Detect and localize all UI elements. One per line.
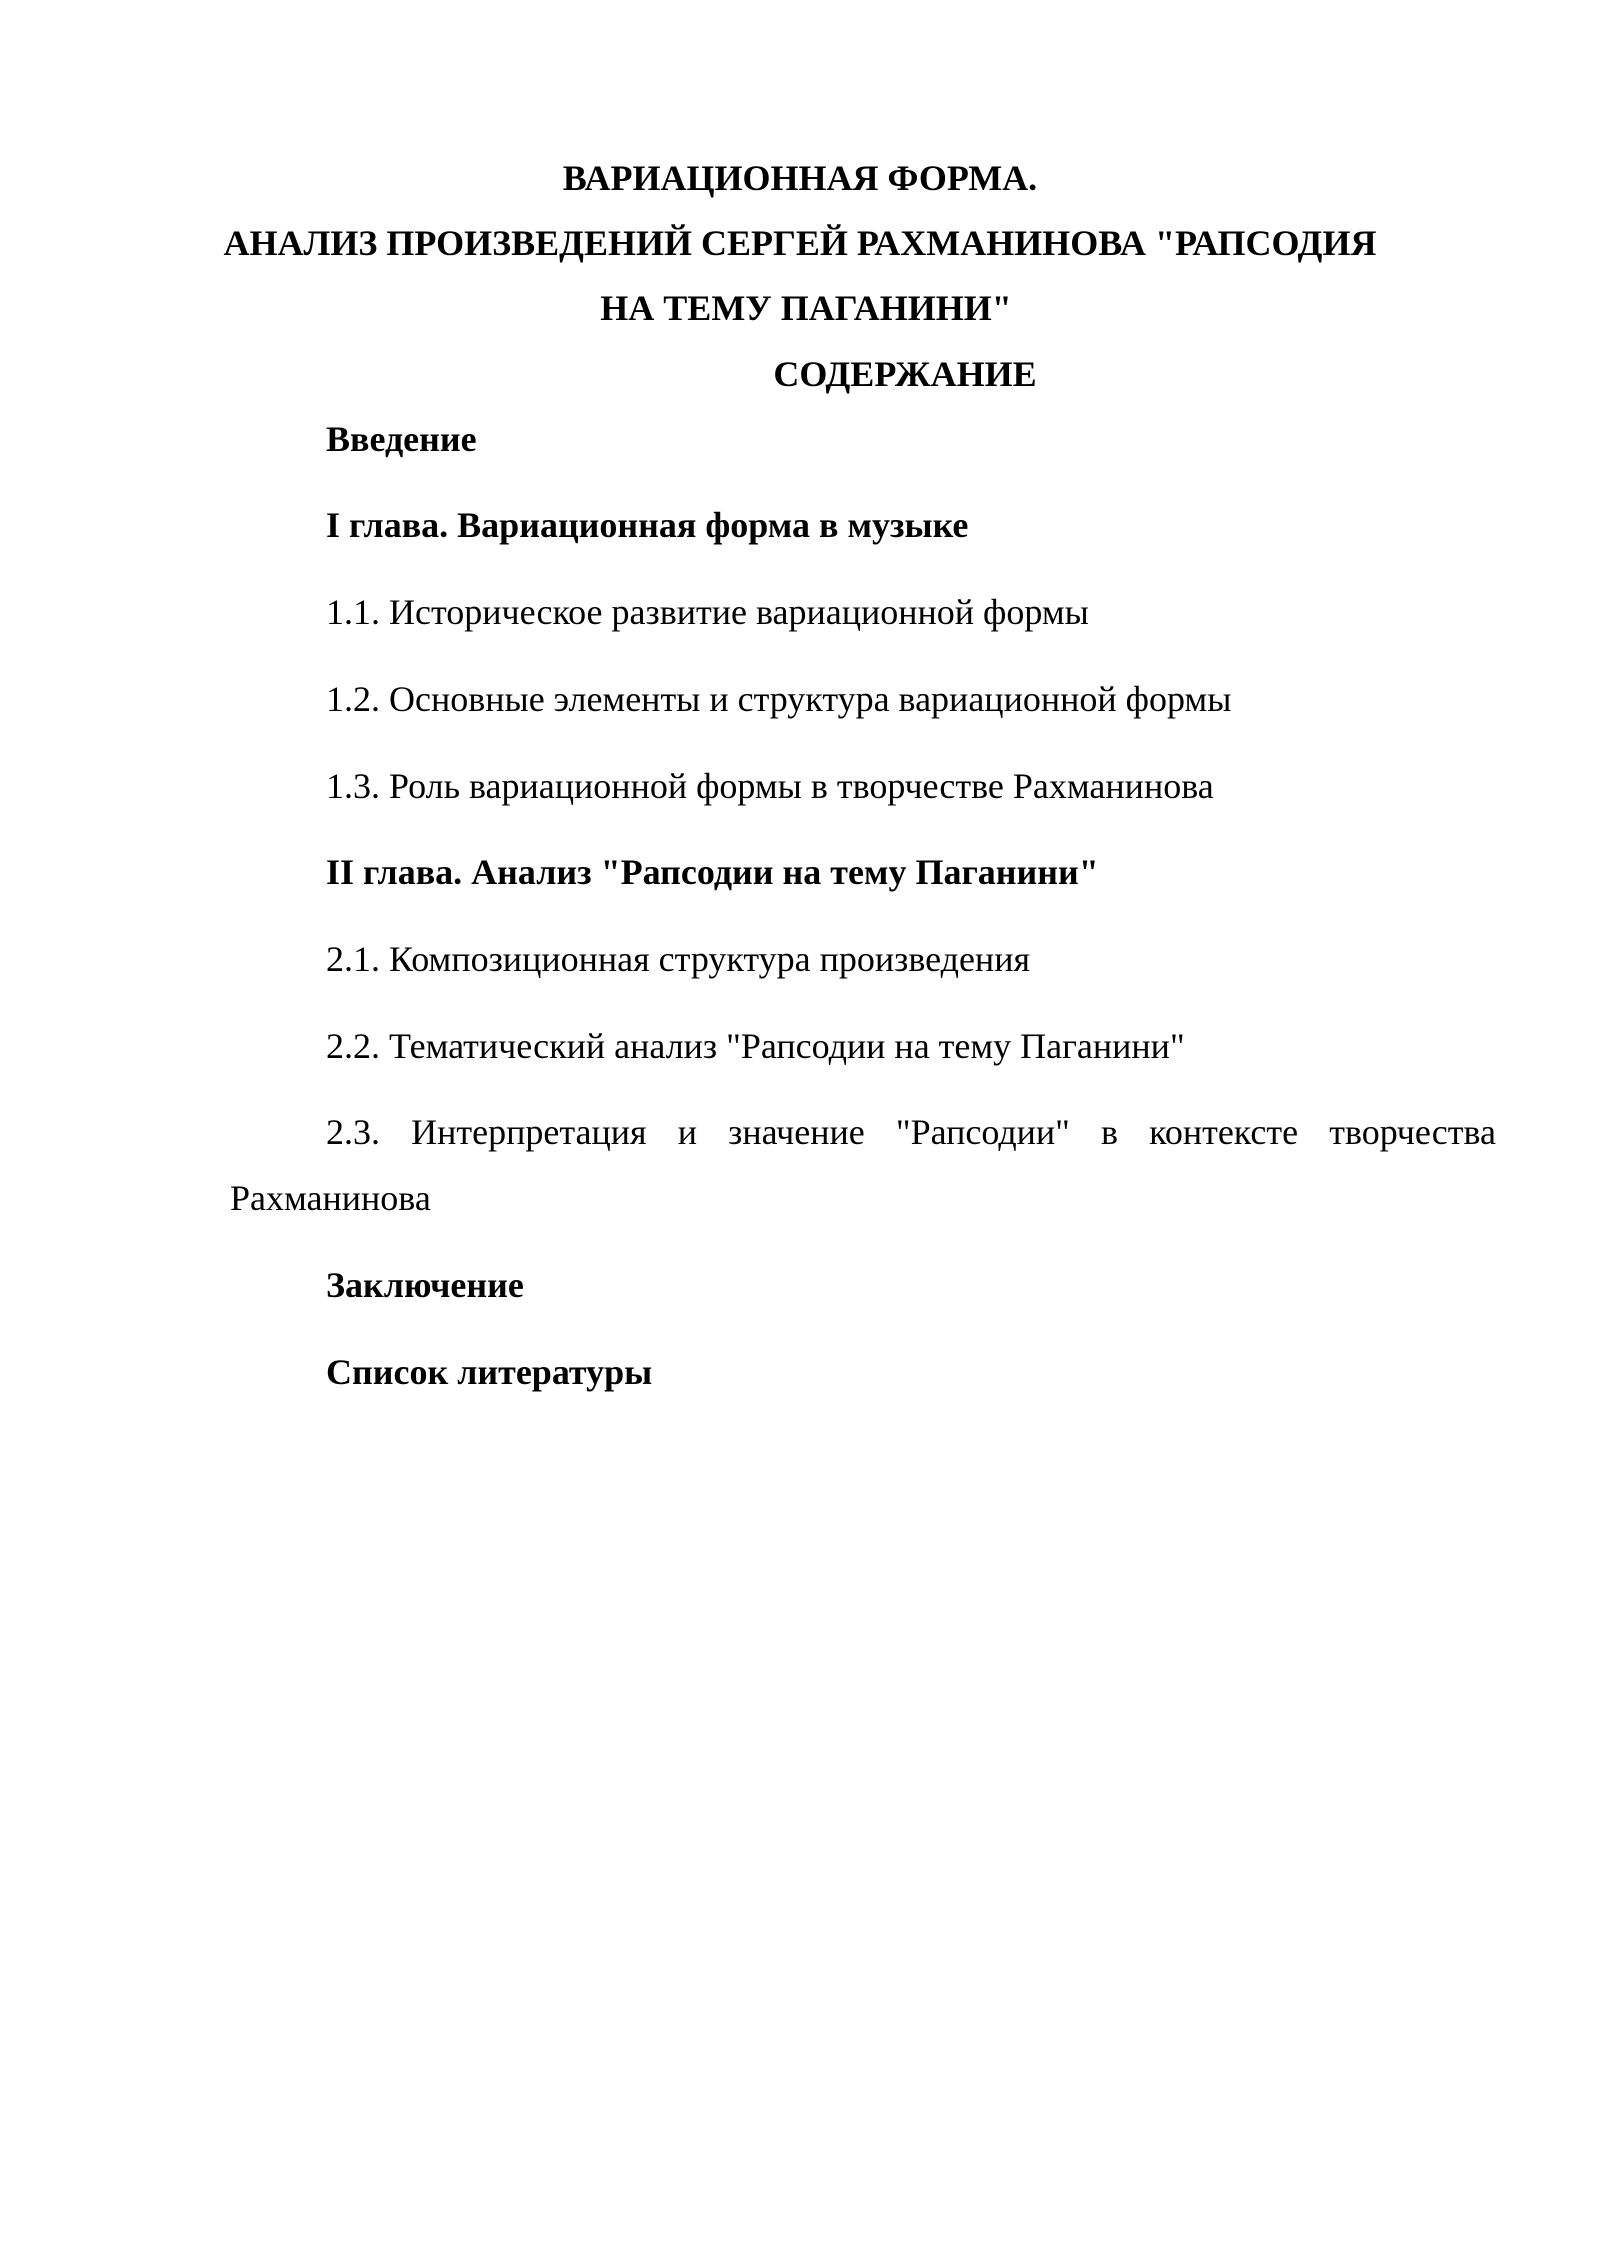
document-title-line-1: ВАРИАЦИОННАЯ ФОРМА. xyxy=(562,158,1038,198)
toc-item-1-1: 1.1. Историческое развитие вариационной формы xyxy=(326,592,1089,632)
toc-item-1-2: 1.2. Основные элементы и структура вариационной формы xyxy=(326,679,1232,719)
toc-item-bibliography: Список литературы xyxy=(326,1352,653,1392)
toc-item-2-3: 2.3. Интерпретация и значение "Рапсодии" в контексте творчества Рахманинова xyxy=(230,1112,1496,1218)
document-title-line-2: АНАЛИЗ ПРОИЗВЕДЕНИЙ СЕРГЕЙ РАХМАНИНОВА "РАПСОДИЯ xyxy=(223,223,1377,263)
toc-item-chapter-1: I глава. Вариационная форма в музыке xyxy=(326,505,969,545)
document-title-line-3: НА ТЕМУ ПАГАНИНИ" xyxy=(600,288,1012,328)
toc-item-chapter-2: II глава. Анализ "Рапсодии на тему Паганини" xyxy=(326,852,1099,892)
toc-item-2-2: 2.2. Тематический анализ "Рапсодии на тему Паганини" xyxy=(326,1026,1185,1066)
toc-item-introduction: Введение xyxy=(326,419,477,459)
toc-item-1-3: 1.3. Роль вариационной формы в творчестве Рахманинова xyxy=(326,766,1214,806)
toc-item-conclusion: Заключение xyxy=(326,1265,524,1305)
toc-heading: СОДЕРЖАНИЕ xyxy=(773,354,1037,394)
toc-item-2-1: 2.1. Композиционная структура произведения xyxy=(326,939,1031,979)
